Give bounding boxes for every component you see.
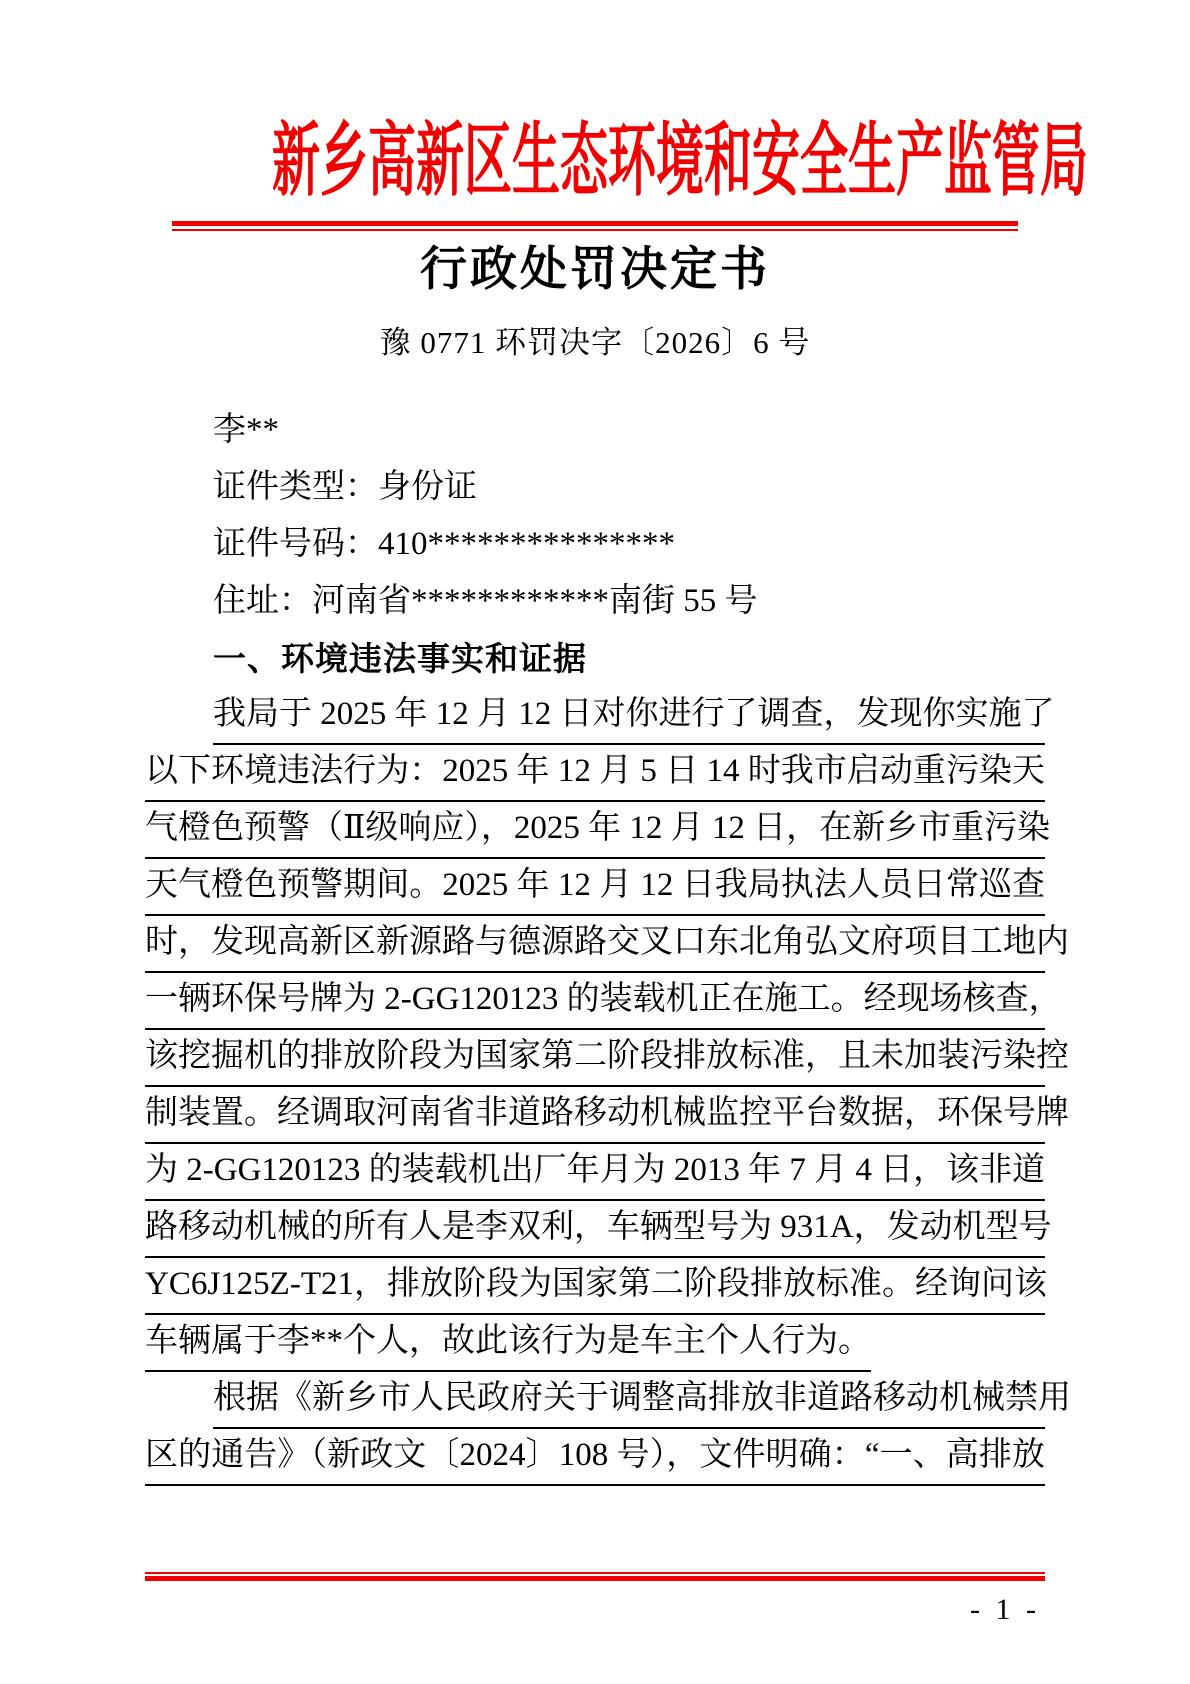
document-body (145, 403, 1071, 1486)
page-number: - 1 - (970, 1593, 1040, 1626)
header-rule (172, 221, 1018, 231)
footer-rule (145, 1572, 1045, 1581)
body-line: 住址：河南省************南街 55 号 (213, 583, 758, 619)
body-line: 该挖掘机的排放阶段为国家第二阶段排放标准，且未加装污染控 (145, 1030, 1045, 1087)
body-line: 以下环境违法行为：2025 年 12 月 5 日 14 时我市启动重污染天 (145, 745, 1045, 802)
body-line: 为 2-GG120123 的装载机出厂年月为 2013 年 7 月 4 日，该非道 (145, 1144, 1045, 1201)
body-line: 证件号码：410*************** (213, 526, 675, 562)
body-line: 一辆环保号牌为 2-GG120123 的装载机正在施工。经现场核查， (145, 973, 1045, 1030)
body-line: 李** (213, 412, 279, 448)
document-title: 行政处罚决定书 (420, 244, 770, 296)
body-line: 我局于 2025 年 12 月 12 日对你进行了调查，发现你实施了 (213, 688, 1045, 745)
body-line: 天气橙色预警期间。2025 年 12 月 12 日我局执法人员日常巡查 (145, 859, 1045, 916)
agency-header (0, 112, 1190, 212)
body-line: 时，发现高新区新源路与德源路交叉口东北角弘文府项目工地内 (145, 916, 1045, 973)
body-line: 制装置。经调取河南省非道路移动机械监控平台数据，环保号牌 (145, 1087, 1045, 1144)
body-line: 气橙色预警（Ⅱ级响应），2025 年 12 月 12 日，在新乡市重污染 (145, 802, 1045, 859)
body-line: 一、环境违法事实和证据 (213, 640, 587, 677)
body-line: 车辆属于李**个人，故此该行为是车主个人行为。 (145, 1315, 871, 1372)
agency-name: 新乡高新区生态环境和安全生产监管局 (271, 118, 1088, 206)
body-line: 路移动机械的所有人是李双利，车辆型号为 931A，发动机型号 (145, 1201, 1045, 1258)
body-line: YC6J125Z-T21，排放阶段为国家第二阶段排放标准。经询问该 (145, 1258, 1045, 1315)
body-line: 区的通告》（新政文〔2024〕108 号），文件明确：“一、高排放 (145, 1429, 1045, 1486)
document-number: 豫 0771 环罚决字〔2026〕6 号 (379, 325, 811, 360)
header-rule-thin-bar (172, 229, 1018, 231)
footer-rule-thick-bar (145, 1576, 1045, 1581)
body-line: 证件类型：身份证 (213, 469, 477, 505)
body-line: 根据《新乡市人民政府关于调整高排放非道路移动机械禁用 (213, 1372, 1045, 1429)
